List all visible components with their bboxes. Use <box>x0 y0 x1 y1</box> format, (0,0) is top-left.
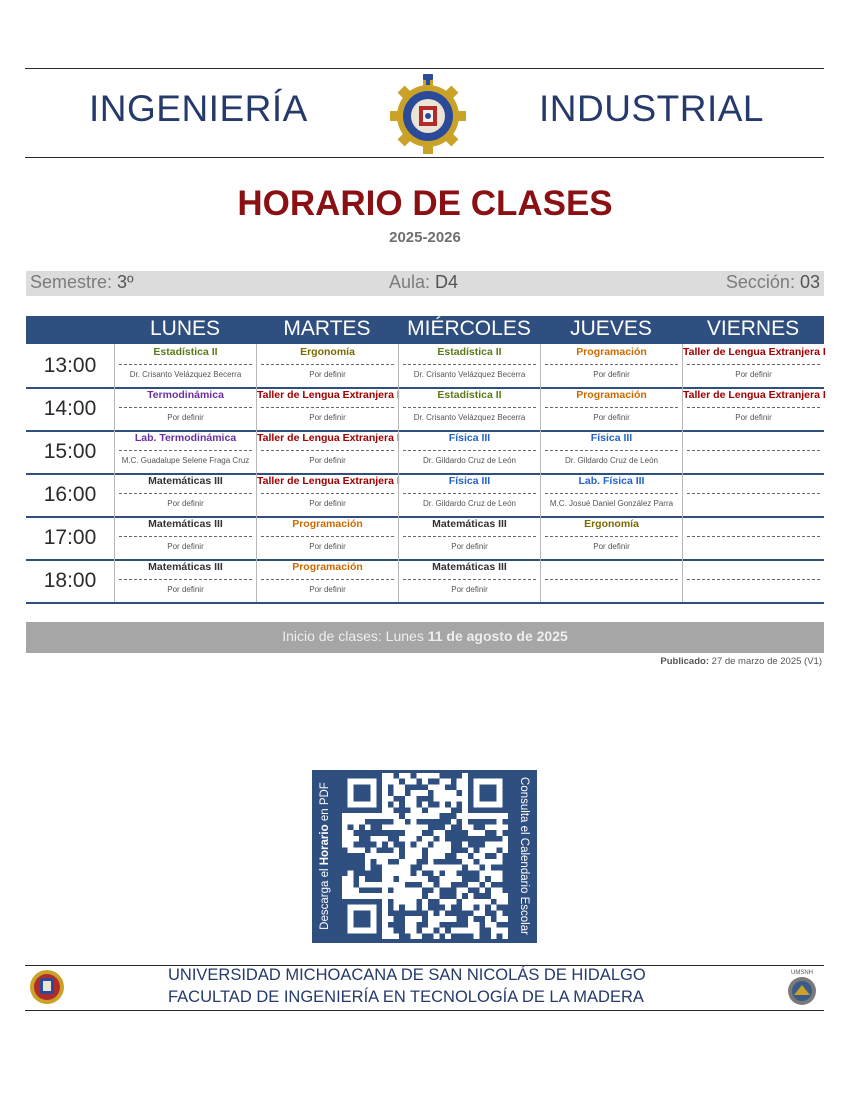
subject-name: Programación <box>576 389 647 401</box>
qr-box[interactable] <box>312 770 537 943</box>
header-left-word: INGENIERÍA <box>89 88 308 129</box>
subject-name: Estadística II <box>437 346 502 358</box>
subject-name: Ergonomía <box>584 518 639 530</box>
semester-info <box>30 272 134 293</box>
cell-divider <box>403 493 536 494</box>
subject-name: Programación <box>292 561 363 573</box>
cell-divider <box>545 450 678 451</box>
cell-divider <box>687 536 820 537</box>
classroom-info <box>389 272 458 293</box>
class-cell <box>540 387 682 430</box>
section-value: 03 <box>799 272 820 292</box>
published-label: Publicado: <box>660 656 709 667</box>
cell-divider <box>687 493 820 494</box>
subject-name: Matemáticas III <box>148 561 223 573</box>
class-cell <box>114 430 256 473</box>
header-bottom-rule <box>25 157 824 158</box>
cell-divider <box>687 407 820 408</box>
time-slot: 16:00 <box>43 483 97 506</box>
class-cell <box>256 430 398 473</box>
professor-name: Por definir <box>451 585 488 594</box>
cell-divider <box>403 407 536 408</box>
schedule-row <box>26 516 824 561</box>
cell-divider <box>119 579 252 580</box>
industrial-engineering-logo <box>386 74 466 154</box>
class-cell <box>398 344 540 387</box>
section-label: Sección: <box>725 272 795 292</box>
class-cell <box>398 473 540 516</box>
day-wednesday: MIÉRCOLES <box>407 317 531 340</box>
schedule-row <box>26 344 824 389</box>
cell-divider <box>687 364 820 365</box>
subject-name: Termodinámica <box>147 389 224 401</box>
time-slot: 15:00 <box>43 440 97 463</box>
qr-code[interactable] <box>342 772 508 940</box>
faculty-logo <box>782 967 822 1007</box>
cell-divider <box>119 493 252 494</box>
class-cell <box>682 473 824 516</box>
class-cell <box>256 473 398 516</box>
subject-name: Taller de Lengua Extranjera I <box>257 389 400 401</box>
professor-name: Dr. Gildardo Cruz de León <box>565 456 658 465</box>
class-cell <box>256 559 398 602</box>
cell-divider <box>545 536 678 537</box>
class-cell <box>398 516 540 559</box>
professor-name: Por definir <box>167 585 204 594</box>
subject-name: Física III <box>590 432 633 444</box>
class-cell <box>540 559 682 602</box>
day-friday: VIERNES <box>706 317 800 340</box>
subject-name: Taller de Lengua Extranjera I <box>683 346 826 358</box>
subject-name: Matemáticas III <box>148 518 223 530</box>
cell-divider <box>403 450 536 451</box>
professor-name: Dr. Gildardo Cruz de León <box>423 499 516 508</box>
professor-name: Por definir <box>593 413 630 422</box>
cell-divider <box>261 450 394 451</box>
professor-name: Por definir <box>593 370 630 379</box>
published-value: 27 de marzo de 2025 (V1) <box>711 656 822 667</box>
day-monday: LUNES <box>149 317 221 340</box>
cell-divider <box>687 450 820 451</box>
professor-name: Dr. Gildardo Cruz de León <box>423 456 516 465</box>
cell-divider <box>119 407 252 408</box>
footer-faculty: FACULTAD DE INGENIERÍA EN TECNOLOGÍA DE LA MADERA <box>168 988 644 1006</box>
cell-divider <box>545 493 678 494</box>
subject-name: Taller de Lengua Extranjera I <box>257 475 400 487</box>
class-cell <box>540 430 682 473</box>
professor-name: Por definir <box>451 542 488 551</box>
time-slot: 18:00 <box>43 569 97 592</box>
class-cell <box>540 516 682 559</box>
day-tuesday: MARTES <box>283 317 371 340</box>
cell-divider <box>261 493 394 494</box>
cell-divider <box>261 407 394 408</box>
time-slot: 14:00 <box>43 397 97 420</box>
class-cell <box>114 387 256 430</box>
professor-name: Por definir <box>167 499 204 508</box>
professor-name: Por definir <box>735 413 772 422</box>
start-date-value: 11 de agosto de 2025 <box>427 628 568 644</box>
class-cell <box>256 344 398 387</box>
cell-divider <box>261 364 394 365</box>
class-cell <box>256 516 398 559</box>
professor-name: Por definir <box>309 456 346 465</box>
subject-name: Matemáticas III <box>148 475 223 487</box>
professor-name: Por definir <box>593 542 630 551</box>
cell-divider <box>119 536 252 537</box>
schedule-title: HORARIO DE CLASES <box>237 184 613 223</box>
cell-divider <box>545 364 678 365</box>
subject-name: Programación <box>576 346 647 358</box>
time-slot: 17:00 <box>43 526 97 549</box>
start-date-bar <box>26 622 824 653</box>
school-calendar-label: Consulta el Calendario Escolar <box>518 777 530 935</box>
professor-name: Por definir <box>309 413 346 422</box>
class-cell <box>398 430 540 473</box>
subject-name: Matemáticas III <box>432 561 507 573</box>
professor-name: Por definir <box>167 542 204 551</box>
subject-name: Física III <box>448 432 491 444</box>
professor-name: Por definir <box>309 542 346 551</box>
professor-name: M.C. Josué Daniel González Parra <box>549 499 674 508</box>
subject-name: Taller de Lengua Extranjera I <box>683 389 826 401</box>
subject-name: Lab. Física III <box>578 475 645 487</box>
subject-name: Lab. Termodinámica <box>134 432 237 444</box>
cell-divider <box>403 536 536 537</box>
cell-divider <box>403 364 536 365</box>
schedule-row <box>26 387 824 432</box>
cell-divider <box>687 579 820 580</box>
professor-name: Por definir <box>309 499 346 508</box>
class-cell <box>114 473 256 516</box>
cell-divider <box>119 364 252 365</box>
umsnh-shield-logo <box>27 967 67 1007</box>
professor-name: Por definir <box>735 370 772 379</box>
class-cell <box>256 387 398 430</box>
subject-name: Estadística II <box>153 346 218 358</box>
footer-bottom-rule <box>25 1010 824 1011</box>
class-cell <box>398 559 540 602</box>
school-year: 2025-2026 <box>389 229 461 246</box>
section-info <box>726 272 820 293</box>
professor-name: M.C. Guadalupe Selene Fraga Cruz <box>121 456 250 465</box>
class-cell <box>114 344 256 387</box>
schedule-row <box>26 559 824 604</box>
download-schedule-label: Descarga el Horario en PDF <box>319 782 331 930</box>
start-date-prefix: Inicio de clases: Lunes <box>282 628 424 644</box>
professor-name: Por definir <box>309 370 346 379</box>
class-cell <box>682 387 824 430</box>
faculty-logo-text: UMSNH <box>791 970 813 976</box>
semester-value: 3º <box>117 272 134 292</box>
subject-name: Matemáticas III <box>432 518 507 530</box>
schedule-row <box>26 430 824 475</box>
professor-name: Dr. Crisanto Velázquez Becerra <box>413 413 526 422</box>
class-cell <box>540 473 682 516</box>
published-note <box>660 656 822 667</box>
professor-name: Por definir <box>167 413 204 422</box>
class-cell <box>114 559 256 602</box>
class-cell <box>682 430 824 473</box>
cell-divider <box>545 407 678 408</box>
semester-label: Semestre: <box>30 272 113 292</box>
classroom-value: D4 <box>435 272 459 292</box>
class-cell <box>682 516 824 559</box>
cell-divider <box>261 536 394 537</box>
day-thursday: JUEVES <box>570 317 652 340</box>
time-slot: 13:00 <box>43 354 97 377</box>
subject-name: Ergonomía <box>300 346 355 358</box>
class-cell <box>114 516 256 559</box>
professor-name: Dr. Crisanto Velázquez Becerra <box>129 370 242 379</box>
schedule-header <box>26 316 824 344</box>
cell-divider <box>403 579 536 580</box>
professor-name: Por definir <box>309 585 346 594</box>
subject-name: Programación <box>292 518 363 530</box>
cell-divider <box>119 450 252 451</box>
info-bar <box>26 271 824 296</box>
top-rule <box>25 68 824 69</box>
classroom-label: Aula: <box>389 272 431 292</box>
footer-university: UNIVERSIDAD MICHOACANA DE SAN NICOLÁS DE HIDALGO <box>168 966 646 984</box>
schedule-row <box>26 473 824 518</box>
class-cell <box>682 344 824 387</box>
header-right-word: INDUSTRIAL <box>539 88 764 129</box>
class-cell <box>540 344 682 387</box>
subject-name: Estadística II <box>437 389 502 401</box>
subject-name: Taller de Lengua Extranjera I <box>257 432 400 444</box>
cell-divider <box>261 579 394 580</box>
class-cell <box>682 559 824 602</box>
subject-name: Física III <box>448 475 491 487</box>
cell-divider <box>545 579 678 580</box>
class-cell <box>398 387 540 430</box>
professor-name: Dr. Crisanto Velázquez Becerra <box>413 370 526 379</box>
